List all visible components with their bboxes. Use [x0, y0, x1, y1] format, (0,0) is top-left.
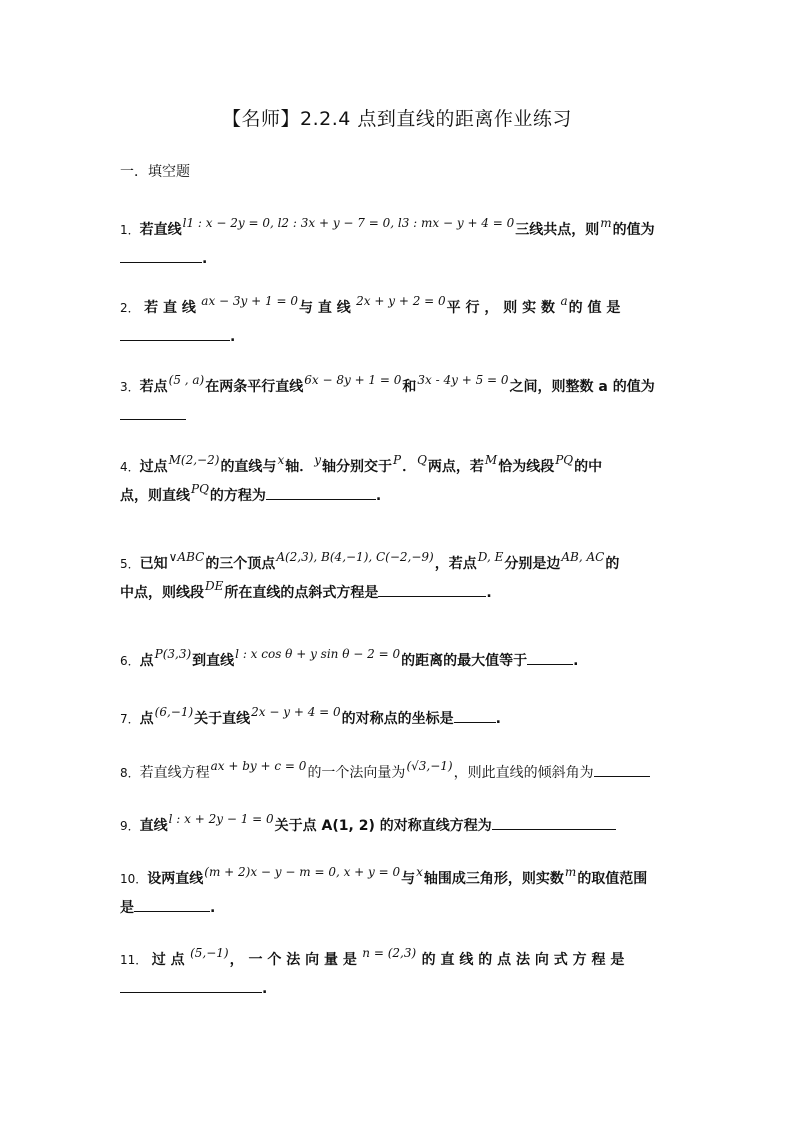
question-10	[120, 865, 676, 916]
question-text: 的直线与	[220, 459, 277, 475]
math-expression: x	[277, 453, 285, 467]
question-number: 1．	[120, 223, 140, 237]
math-expression: ax + by + c = 0	[210, 759, 307, 773]
question-number: 6．	[120, 654, 140, 668]
question-text: .	[486, 585, 492, 601]
math-expression: m	[600, 216, 612, 230]
question-text: 的	[605, 556, 620, 572]
question-text: 的取值范围	[577, 871, 648, 887]
question-number: 7．	[120, 712, 140, 726]
question-text: 的 值 是	[568, 300, 621, 316]
question-number: 10．	[120, 872, 148, 886]
math-expression: (6,−1)	[154, 705, 194, 719]
question-text: 两点，若	[427, 459, 484, 475]
question-text: 若直线	[139, 222, 182, 238]
question-text: 过 点	[151, 952, 185, 968]
question-text: 点	[139, 711, 154, 727]
question-text: 若点	[139, 379, 168, 395]
math-expression: m	[564, 865, 577, 879]
question-number: 3．	[120, 380, 140, 394]
question-text: ， 一 个 法 向 量 是	[229, 952, 357, 968]
math-expression: PQ	[191, 482, 209, 496]
document-title: 【名师】2.2.4 点到直线的距离作业练习	[222, 108, 572, 130]
question-number: 2．	[120, 301, 140, 315]
math-expression: PQ	[555, 453, 574, 467]
math-expression: ax − 3y + 1 = 0	[201, 294, 298, 308]
question-number: 5．	[120, 557, 140, 571]
question-text: 的一个法向量为	[307, 765, 406, 781]
question-text: .	[210, 900, 216, 916]
answer-blank[interactable]	[266, 486, 376, 500]
question-number: 8．	[120, 766, 140, 780]
question-text: .	[230, 329, 236, 345]
answer-blank[interactable]	[454, 709, 496, 723]
question-text: 轴围成三角形，则实数	[423, 871, 564, 887]
question-text: 的三个顶点	[205, 556, 276, 572]
question-text: ，则此直线的倾斜角为	[453, 765, 594, 781]
question-text: 到直线	[192, 653, 235, 669]
question-5	[120, 550, 676, 601]
question-number: 4．	[120, 460, 140, 474]
math-expression: y	[314, 453, 321, 467]
question-text: .	[495, 711, 501, 727]
question-9	[120, 812, 676, 834]
question-text: 与	[401, 871, 416, 887]
question-8	[120, 759, 676, 781]
question-text: 和	[402, 379, 417, 395]
question-text: 之间，则整数 a 的值为	[509, 379, 655, 395]
math-expression: l : x cos θ + y sin θ − 2 = 0	[235, 647, 401, 661]
math-expression: M	[484, 453, 498, 467]
question-2	[120, 294, 676, 345]
question-text: 若 直 线	[144, 300, 196, 316]
question-text: 恰为线段	[498, 459, 555, 475]
question-text: 的方程为	[209, 488, 266, 504]
question-text: 所在直线的点斜式方程是	[224, 585, 379, 601]
question-text: .	[375, 488, 382, 504]
question-text: 是	[120, 900, 134, 916]
math-expression: 3x - 4y + 5 = 0	[417, 373, 509, 387]
question-text: 关于点 A(1, 2) 的对称直线方程为	[274, 818, 492, 834]
question-text: 的值为	[612, 222, 655, 238]
question-text: .	[573, 653, 579, 669]
math-expression: a	[560, 294, 568, 308]
question-text: 已知	[139, 556, 168, 572]
question-4	[120, 453, 676, 504]
math-expression: n = (2,3)	[362, 946, 417, 960]
answer-blank[interactable]	[120, 406, 186, 420]
math-expression: AB, AC	[561, 550, 605, 564]
math-expression: (m + 2)x − y − m = 0, x + y = 0	[204, 865, 401, 879]
math-expression: ∨ABC	[168, 550, 205, 564]
math-expression: 6x − 8y + 1 = 0	[304, 373, 402, 387]
question-text: 过点	[139, 459, 168, 475]
math-expression: D, E	[477, 550, 504, 564]
question-text: 轴分别交于	[322, 459, 392, 475]
question-text: 在两条平行直线	[205, 379, 304, 395]
math-expression: (5,−1)	[190, 946, 229, 960]
question-text: 轴．	[285, 459, 314, 475]
question-text: 点，则直线	[120, 488, 190, 504]
question-text: 三线共点，则	[515, 222, 600, 238]
question-11	[120, 946, 676, 997]
answer-blank[interactable]	[120, 249, 202, 263]
question-text: .	[262, 981, 268, 997]
answer-blank[interactable]	[594, 763, 650, 777]
math-expression: 2x + y + 2 = 0	[356, 294, 446, 308]
question-text: 若直线方程	[139, 765, 210, 781]
question-text: 的中	[574, 459, 603, 475]
question-text: 的距离的最大值等于	[401, 653, 528, 669]
question-6	[120, 647, 676, 669]
math-expression: (√3,−1)	[406, 759, 453, 773]
question-number: 9．	[120, 819, 140, 833]
answer-blank[interactable]	[120, 979, 262, 993]
question-text: ，若点	[434, 556, 477, 572]
math-expression: (5 , a)	[168, 373, 205, 387]
question-text: ．	[402, 459, 417, 475]
math-expression: 2x − y + 4 = 0	[251, 705, 341, 719]
question-text: .	[202, 251, 208, 267]
question-text: 点	[139, 653, 154, 669]
answer-blank[interactable]	[120, 327, 230, 341]
math-expression: Q	[417, 453, 427, 467]
math-expression: P	[393, 453, 402, 467]
section-heading: 一．填空题	[120, 164, 190, 180]
question-text: 的对称点的坐标是	[341, 711, 454, 727]
question-3	[120, 373, 676, 424]
question-text: 的 直 线 的 点 法 向 式 方 程 是	[421, 952, 625, 968]
math-expression: DE	[205, 579, 224, 593]
math-expression: l : x + 2y − 1 = 0	[168, 812, 274, 826]
math-expression: x	[416, 865, 423, 879]
math-expression: l1 : x − 2y = 0, l2 : 3x + y − 7 = 0, l3 : mx − y + 4 = 0	[182, 216, 515, 230]
question-text: 分别是边	[504, 556, 561, 572]
question-text: 中点，则线段	[120, 585, 204, 601]
math-expression: P(3,3)	[154, 647, 192, 661]
question-text: 平 行 ， 则 实 数	[446, 300, 556, 316]
question-text: 设两直线	[147, 871, 204, 887]
question-text: 关于直线	[194, 711, 251, 727]
question-1	[120, 216, 676, 267]
question-text: 与 直 线	[298, 300, 351, 316]
answer-blank[interactable]	[134, 898, 210, 912]
question-text: 直线	[139, 818, 168, 834]
answer-blank[interactable]	[492, 816, 616, 830]
question-7	[120, 705, 676, 727]
math-expression: M(2,−2)	[168, 453, 220, 467]
question-number: 11．	[120, 953, 148, 967]
answer-blank[interactable]	[527, 651, 573, 665]
answer-blank[interactable]	[378, 583, 486, 597]
math-expression: A(2,3), B(4,−1), C(−2,−9)	[276, 550, 434, 564]
